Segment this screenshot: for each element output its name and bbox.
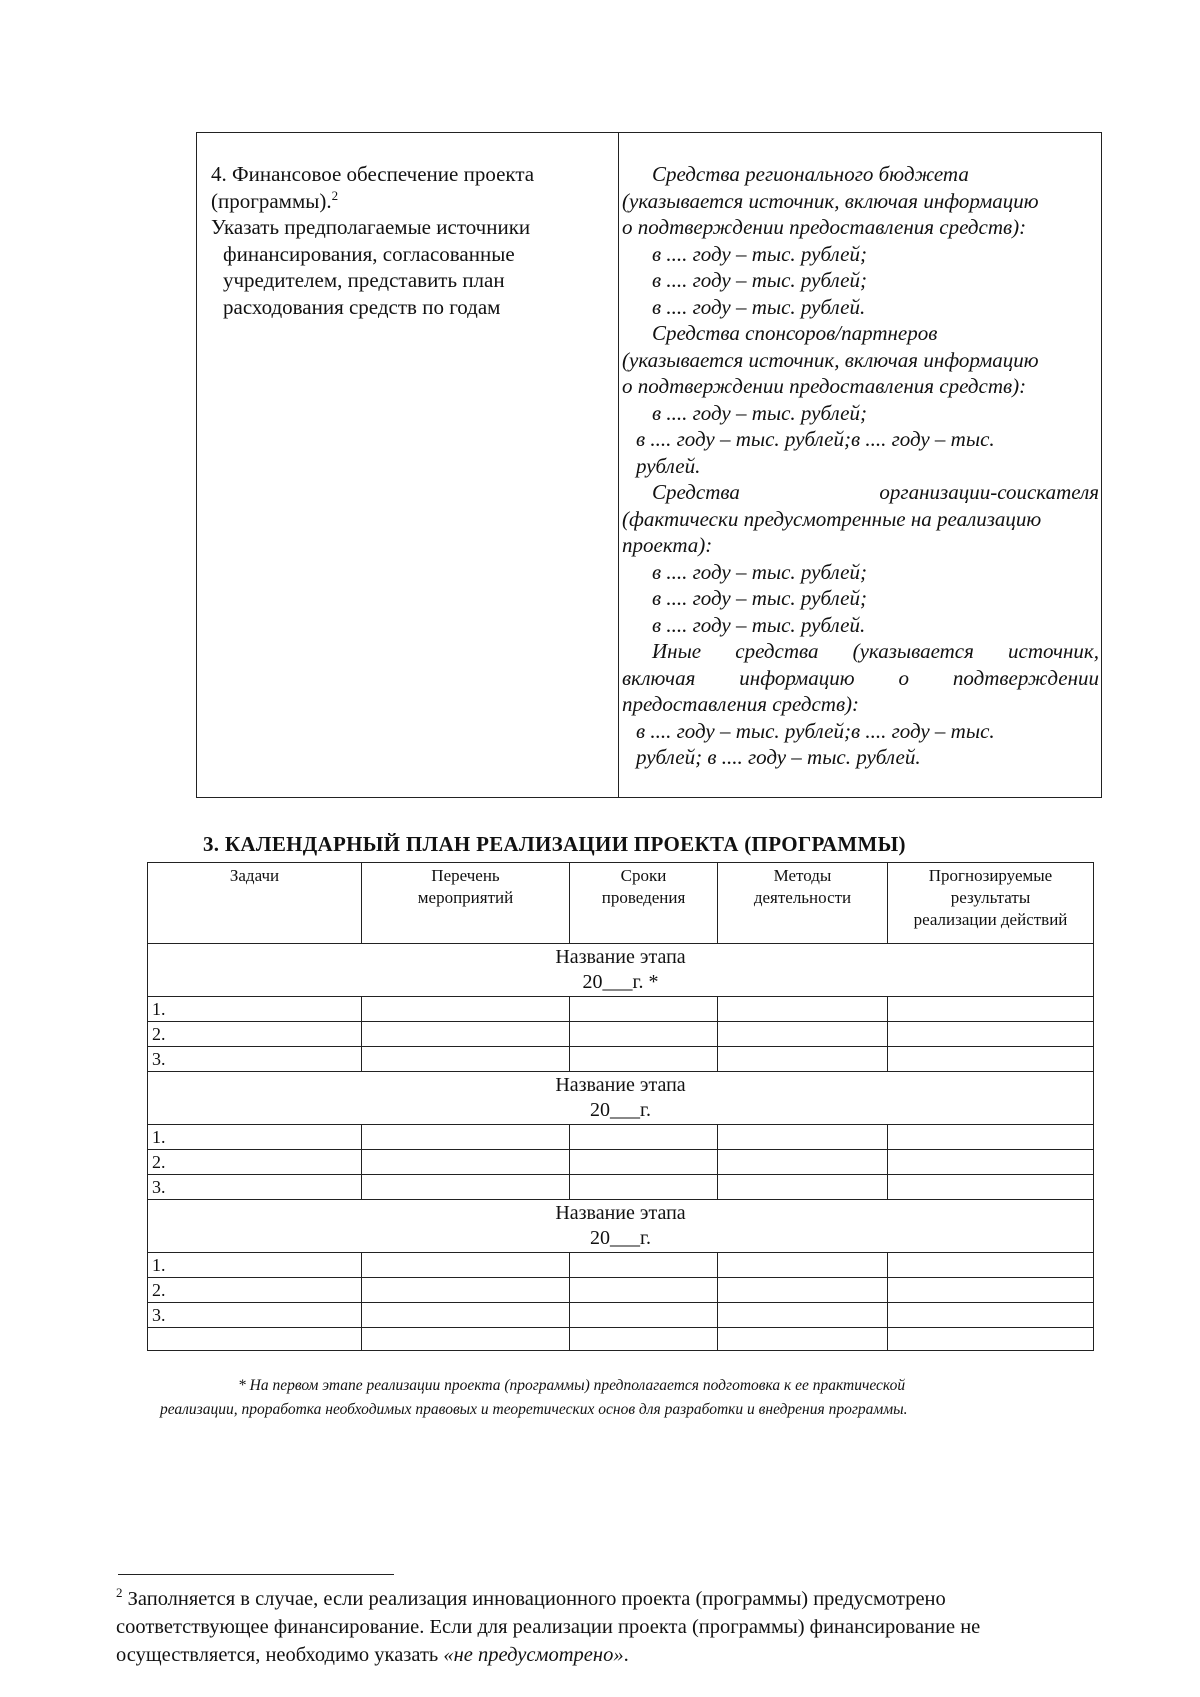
source-note: проекта): [622,533,713,557]
header-text: мероприятий [417,888,514,907]
stage-cell [148,1072,1094,1125]
cell [362,1175,570,1200]
stage-name: Название этапа [555,1074,686,1096]
cell [888,1150,1094,1175]
header-text: деятельности [753,888,852,907]
stage-note [160,1374,1100,1422]
stage-year: 20___г. * [582,971,659,993]
financing-instruction-line: финансирования, согласованные [223,241,515,266]
stage-year: 20___г. [590,1099,651,1121]
header-text: проведения [601,888,686,907]
cell [362,1328,570,1351]
cell [570,1150,718,1175]
word: включая [622,665,696,690]
header-text: Сроки [620,866,667,885]
cell [718,1278,888,1303]
financing-sources-cell [620,133,1101,797]
financing-instruction-line: учредителем, представить план [223,268,505,292]
cell [362,1125,570,1150]
financing-label-cell [197,133,619,797]
cell [888,1328,1094,1351]
cell [888,1175,1094,1200]
table-row [148,1022,1094,1047]
stage-row [148,944,1094,997]
row-number: 2. [148,1278,362,1303]
table-row [148,997,1094,1022]
header-tasks [148,863,362,944]
footnote-ref: 2 [331,187,339,203]
header-text: реализации действий [913,910,1068,929]
year-line: рублей. [636,453,701,478]
word: организации-соискателя [879,480,1099,504]
cell [718,1047,888,1072]
footnote-line: соответствующее финансирование. Если для реализации проекта (программы) финансирование не [116,1616,981,1638]
cell [570,1303,718,1328]
stage-row [148,1072,1094,1125]
cell [362,1303,570,1328]
source-note: (указывается источник, включая информацию [622,347,1039,372]
cell [888,1047,1094,1072]
footnote-line [116,1585,1106,1613]
footnote-text: . [623,1644,629,1666]
cell [362,1022,570,1047]
header-activities [362,863,570,944]
cell [888,1278,1094,1303]
table-row [148,1175,1094,1200]
year-line: в .... году – тыс. рублей;в .... году – тыс. [636,718,995,743]
word: информацию [739,665,855,690]
cell [718,1328,888,1351]
cell [888,1303,1094,1328]
year-line: в .... году – тыс. рублей; [652,400,867,425]
cell [718,1125,888,1150]
year-line: в .... году – тыс. рублей;в .... году – тыс. [636,427,995,451]
cell [718,997,888,1022]
cell [362,1150,570,1175]
year-line: в .... году – тыс. рублей. [652,294,866,319]
financing-instruction-line: расходования средств по годам [223,294,501,319]
cell [718,1022,888,1047]
source-sponsors-title: Средства спонсоров/партнеров [652,321,938,345]
cell [362,997,570,1022]
cell [888,1125,1094,1150]
table-row [148,1047,1094,1072]
table-row [148,1303,1094,1328]
cell [718,1303,888,1328]
table-row [148,1150,1094,1175]
cell [570,1278,718,1303]
source-note: о подтверждении предоставления средств): [622,215,1027,239]
cell [888,1253,1094,1278]
year-line: рублей; в .... году – тыс. рублей. [636,745,921,769]
cell [362,1253,570,1278]
cell [570,1328,718,1351]
word: Средства [652,480,740,504]
cell [362,1278,570,1303]
footnote [116,1585,1106,1669]
cell [570,1022,718,1047]
footnote-text: Заполняется в случае, если реализация инновационного проекта (программы) предусмотрено [122,1588,946,1610]
financing-instruction: Указать предполагаемые источники [211,215,531,239]
cell [718,1150,888,1175]
row-number: 2. [148,1150,362,1175]
source-note: (фактически предусмотренные на реализацию [622,506,1042,531]
header-text: Методы [773,866,832,885]
word: источник, [1008,639,1099,663]
stage-name: Название этапа [555,1202,686,1224]
financing-heading-text: (программы). [211,188,332,213]
stage-cell [148,1200,1094,1253]
year-line: в .... году – тыс. рублей; [652,559,867,584]
row-number: 1. [148,997,362,1022]
cell [148,1328,362,1351]
header-methods [718,863,888,944]
footnote-mark: 2 [116,1585,123,1601]
header-results [888,863,1094,944]
source-note: (указывается источник, включая информацию [622,188,1039,213]
financing-heading: 4. Финансовое обеспечение проекта [211,162,535,186]
stage-name: Название этапа [555,946,686,968]
cell [888,997,1094,1022]
cell [570,1175,718,1200]
header-text: Задачи [229,866,280,885]
cell [570,997,718,1022]
stage-row [148,1200,1094,1253]
row-number: 2. [148,1022,362,1047]
year-line: в .... году – тыс. рублей; [652,268,867,292]
word: Иные [652,639,702,663]
calendar-plan-table [147,862,1094,1351]
row-number: 3. [148,1303,362,1328]
footnote-line [116,1641,1106,1669]
row-number: 3. [148,1175,362,1200]
source-other-title [622,638,1099,665]
footnote-divider [118,1574,394,1575]
note-line: * На первом этапе реализации проекта (программы) предполагается подготовка к ее практической [238,1377,906,1394]
cell [718,1175,888,1200]
source-note [622,665,1099,692]
year-line: в .... году – тыс. рублей. [652,612,866,637]
year-line: в .... году – тыс. рублей; [652,586,867,610]
cell [718,1253,888,1278]
financing-table [196,132,1102,798]
footnote-emphasis: «не предусмотрено» [443,1644,624,1666]
word: средства [735,639,819,663]
year-line: в .... году – тыс. рублей; [652,241,867,266]
cell [570,1125,718,1150]
header-dates [570,863,718,944]
financing-heading-cont [211,188,604,215]
row-number: 3. [148,1047,362,1072]
footnote-text: осуществляется, необходимо указать [116,1644,444,1666]
word: подтверждении [952,665,1099,690]
stage-cell [148,944,1094,997]
cell [570,1047,718,1072]
cell [362,1047,570,1072]
source-regional-title: Средства регионального бюджета [652,162,969,186]
header-row [148,863,1094,944]
header-text: Перечень [431,866,500,885]
table-row [148,1278,1094,1303]
cell [570,1253,718,1278]
cell [888,1022,1094,1047]
header-text: результаты [950,888,1031,907]
header-text: Прогнозируемые [928,866,1053,885]
source-applicant-title [622,479,1099,506]
stage-year: 20___г. [590,1227,651,1249]
table-row [148,1125,1094,1150]
row-number: 1. [148,1125,362,1150]
word: о [898,665,909,690]
source-note: предоставления средств): [622,692,860,716]
table-row [148,1253,1094,1278]
row-number: 1. [148,1253,362,1278]
table-row-empty [148,1328,1094,1351]
word: (указывается [852,639,974,663]
note-line: реализации, проработка необходимых правовых и теоретических основ для разработки и внедрения программы. [160,1401,908,1418]
source-note: о подтверждении предоставления средств): [622,374,1027,398]
section-title: 3. КАЛЕНДАРНЫЙ ПЛАН РЕАЛИЗАЦИИ ПРОЕКТА (ПРОГРАММЫ) [203,832,906,856]
